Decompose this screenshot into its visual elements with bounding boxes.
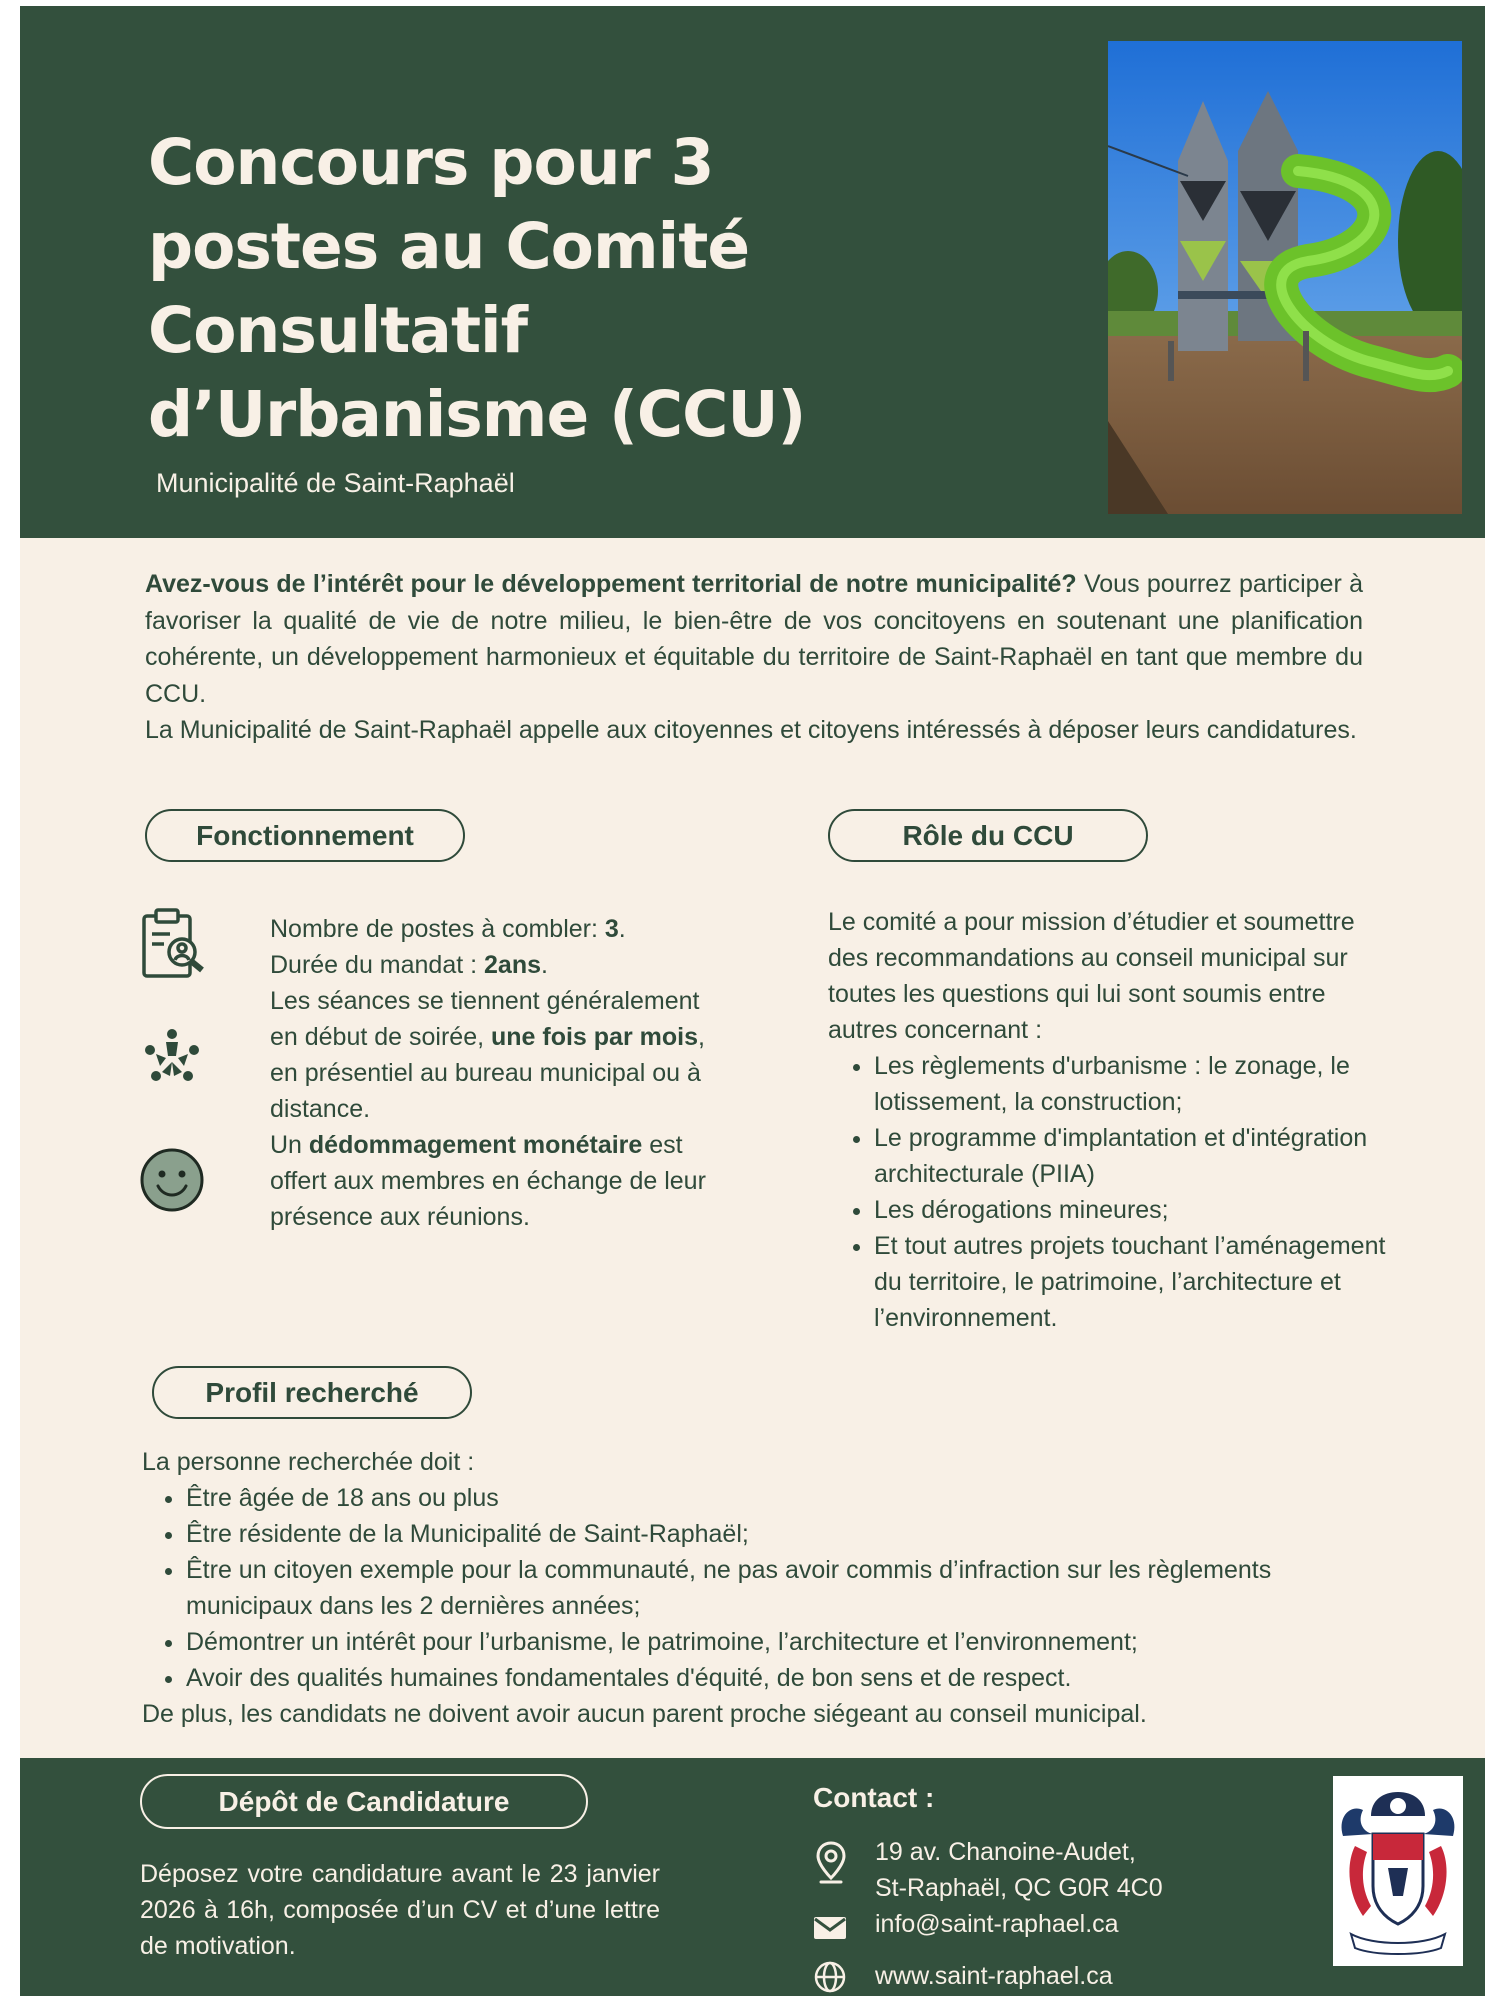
list-item: • Avoir des qualités humaines fondamentales d'équité, de bon sens et de respect. bbox=[186, 1660, 1402, 1696]
profil-list bbox=[142, 1480, 1402, 1696]
envelope-icon bbox=[813, 1914, 847, 1950]
postes-line: Nombre de postes à combler: 3. bbox=[270, 915, 626, 943]
fonctionnement-heading: Fonctionnement bbox=[145, 809, 465, 862]
duree-line: Durée du mandat : 2ans. bbox=[270, 951, 548, 979]
list-item: • Démontrer un intérêt pour l’urbanisme, le patrimoine, l’architecture et l’environnement; bbox=[186, 1624, 1402, 1660]
dedommagement-line: Un dédommagement monétaire est offert aux membres en échange de leur présence aux réunions. bbox=[270, 1131, 706, 1231]
depot-text: Déposez votre candidature avant le 23 janvier 2026 à 16h, composée d’un CV et d’une lettre de motivation. bbox=[140, 1860, 660, 1960]
header-banner bbox=[20, 6, 1485, 538]
intro-paragraph bbox=[145, 566, 1363, 749]
profil-outro: De plus, les candidats ne doivent avoir aucun parent proche siégeant au conseil municipal. bbox=[142, 1700, 1147, 1728]
contact-title: Contact : bbox=[813, 1782, 935, 1813]
list-item: • Et tout autres projets touchant l’aménagement du territoire, le patrimoine, l’architecture et l’environnement. bbox=[874, 1228, 1398, 1336]
intro-question: Avez-vous de l’intérêt pour le développement territorial de notre municipalité? bbox=[145, 570, 1077, 598]
municipality-subtitle: Municipalité de Saint-Raphaël bbox=[156, 468, 515, 498]
profil-section bbox=[142, 1444, 1402, 1732]
role-heading: Rôle du CCU bbox=[828, 809, 1148, 862]
location-pin-icon bbox=[813, 1840, 849, 1896]
profil-intro: La personne recherchée doit : bbox=[142, 1448, 475, 1476]
list-item: • Les règlements d'urbanisme : le zonage, le lotissement, la construction; bbox=[874, 1048, 1398, 1120]
profil-heading: Profil recherché bbox=[152, 1366, 472, 1419]
fonctionnement-icons bbox=[140, 908, 220, 1233]
intro-call: La Municipalité de Saint-Raphaël appelle aux citoyennes et citoyens intéressés à déposer leurs candidatures. bbox=[145, 716, 1357, 744]
depot-heading: Dépôt de Candidature bbox=[140, 1774, 588, 1829]
municipal-crest-logo bbox=[1333, 1776, 1463, 1966]
list-item: • Être un citoyen exemple pour la communauté, ne pas avoir commis d’infraction sur les règlements municipaux dans les 2 dernières années; bbox=[186, 1552, 1402, 1624]
community-icon bbox=[145, 1029, 199, 1081]
seances-line: Les séances se tiennent généralement en début de soirée, une fois par mois, en présentiel au bureau municipal ou à distance. bbox=[270, 987, 705, 1123]
page-title: Concours pour 3 postes au Comité Consultatif d’Urbanisme (CCU) bbox=[148, 126, 806, 451]
intro-text: Vous pourrez participer à favoriser la qualité de vie de notre milieu, le bien-être de vos concitoyens en soutenant une planification cohérente, un développement harmonieux et équitable du territoire de Saint-Raphaël en tant que membre du CCU. bbox=[145, 570, 1363, 708]
list-item: • Être âgée de 18 ans ou plus bbox=[186, 1480, 1402, 1516]
poster bbox=[20, 6, 1485, 1996]
list-item: • Les dérogations mineures; bbox=[874, 1192, 1398, 1228]
globe-icon bbox=[813, 1960, 847, 1996]
list-item: • Le programme d'implantation et d'intégration architecturale (PIIA) bbox=[874, 1120, 1398, 1192]
role-section bbox=[828, 904, 1398, 1336]
smiley-icon bbox=[142, 1150, 202, 1210]
footer-banner: Dépôt de Candidature Déposez votre candidature avant le 23 janvier 2026 à 16h, composée d’un CV et d’une lettre de motivation. Contact : 19 av. Chanoine-Audet, St-Raphaël, QC G0R 4C0 info@saint-raphael.ca www.saint-raphael.ca bbox=[20, 1758, 1485, 1996]
website-link[interactable]: www.saint-raphael.ca bbox=[875, 1962, 1113, 1990]
list-item: • Être résidente de la Municipalité de Saint-Raphaël; bbox=[186, 1516, 1402, 1552]
playground-photo bbox=[1108, 41, 1462, 514]
fonctionnement-text bbox=[270, 911, 710, 1235]
email-link[interactable]: info@saint-raphael.ca bbox=[875, 1910, 1119, 1938]
role-intro: Le comité a pour mission d’étudier et soumettre des recommandations au conseil municipal sur toutes les questions qui lui sont soumis entre autres concernant : bbox=[828, 908, 1355, 1044]
clipboard-search-icon bbox=[144, 910, 202, 976]
role-list bbox=[828, 1048, 1398, 1336]
